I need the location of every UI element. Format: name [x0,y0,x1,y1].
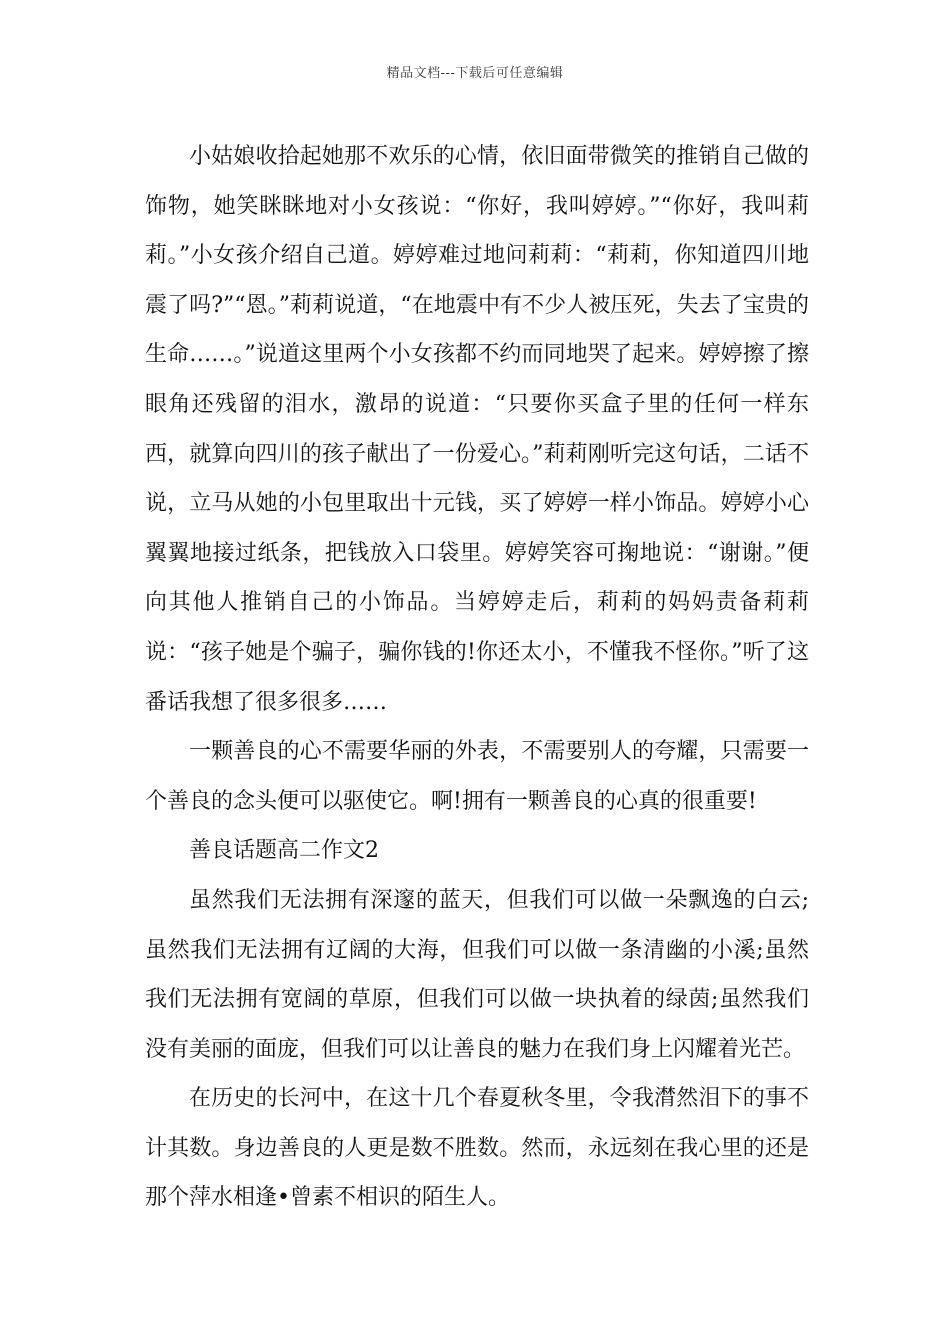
page-header: 精品文档---下载后可任意编辑 [386,66,564,81]
section-heading: 善良话题高二作文2 [189,838,379,864]
paragraph-4: 在历史的长河中，在这十几个春夏秋冬里，令我潸然泪下的事不计其数。身边善良的人更是数不胜数。然而，永远刻在我心里的还是那个萍水相逢•曾素不相识的陌生人。 [145,1086,809,1211]
paragraph-3: 虽然我们无法拥有深邃的蓝天，但我们可以做一朵飘逸的白云;虽然我们无法拥有辽阔的大海，但我们可以做一条清幽的小溪;虽然我们无法拥有宽阔的草原，但我们可以做一块执着的绿茵;虽然我们没有美丽的面庞，但我们可以让善良的魅力在我们身上闪耀着光芒。 [145,887,809,1062]
document-body [145,132,809,1223]
paragraph-1: 小姑娘收拾起她那不欢乐的心情，依旧面带微笑的推销自己做的饰物，她笑眯眯地对小女孩说：“你好，我叫婷婷。”“你好，我叫莉莉。”小女孩介绍自己道。婷婷难过地问莉莉：“莉莉，你知道四川地震了吗?”“恩。”莉莉说道，“在地震中有不少人被压死，失去了宝贵的生命……。”说道这里两个小女孩都不约而同地哭了起来。婷婷擦了擦眼角还残留的泪水，激昂的说道：“只要你买盒子里的任何一样东西，就算向四川的孩子献出了一份爱心。”莉莉刚听完这句话，二话不说，立马从她的小包里取出十元钱，买了婷婷一样小饰品。婷婷小心翼翼地接过纸条，把钱放入口袋里。婷婷笑容可掬地说：“谢谢。”便向其他人推销自己的小饰品。当婷婷走后，莉莉的妈妈责备莉莉说：“孩子她是个骗子，骗你钱的!你还太小，不懂我不怪你。”听了这番话我想了很多很多…… [145,144,809,715]
paragraph-2: 一颗善良的心不需要华丽的外表，不需要别人的夸耀，只需要一个善良的念头便可以驱使它。啊!拥有一颗善良的心真的很重要! [145,739,809,814]
